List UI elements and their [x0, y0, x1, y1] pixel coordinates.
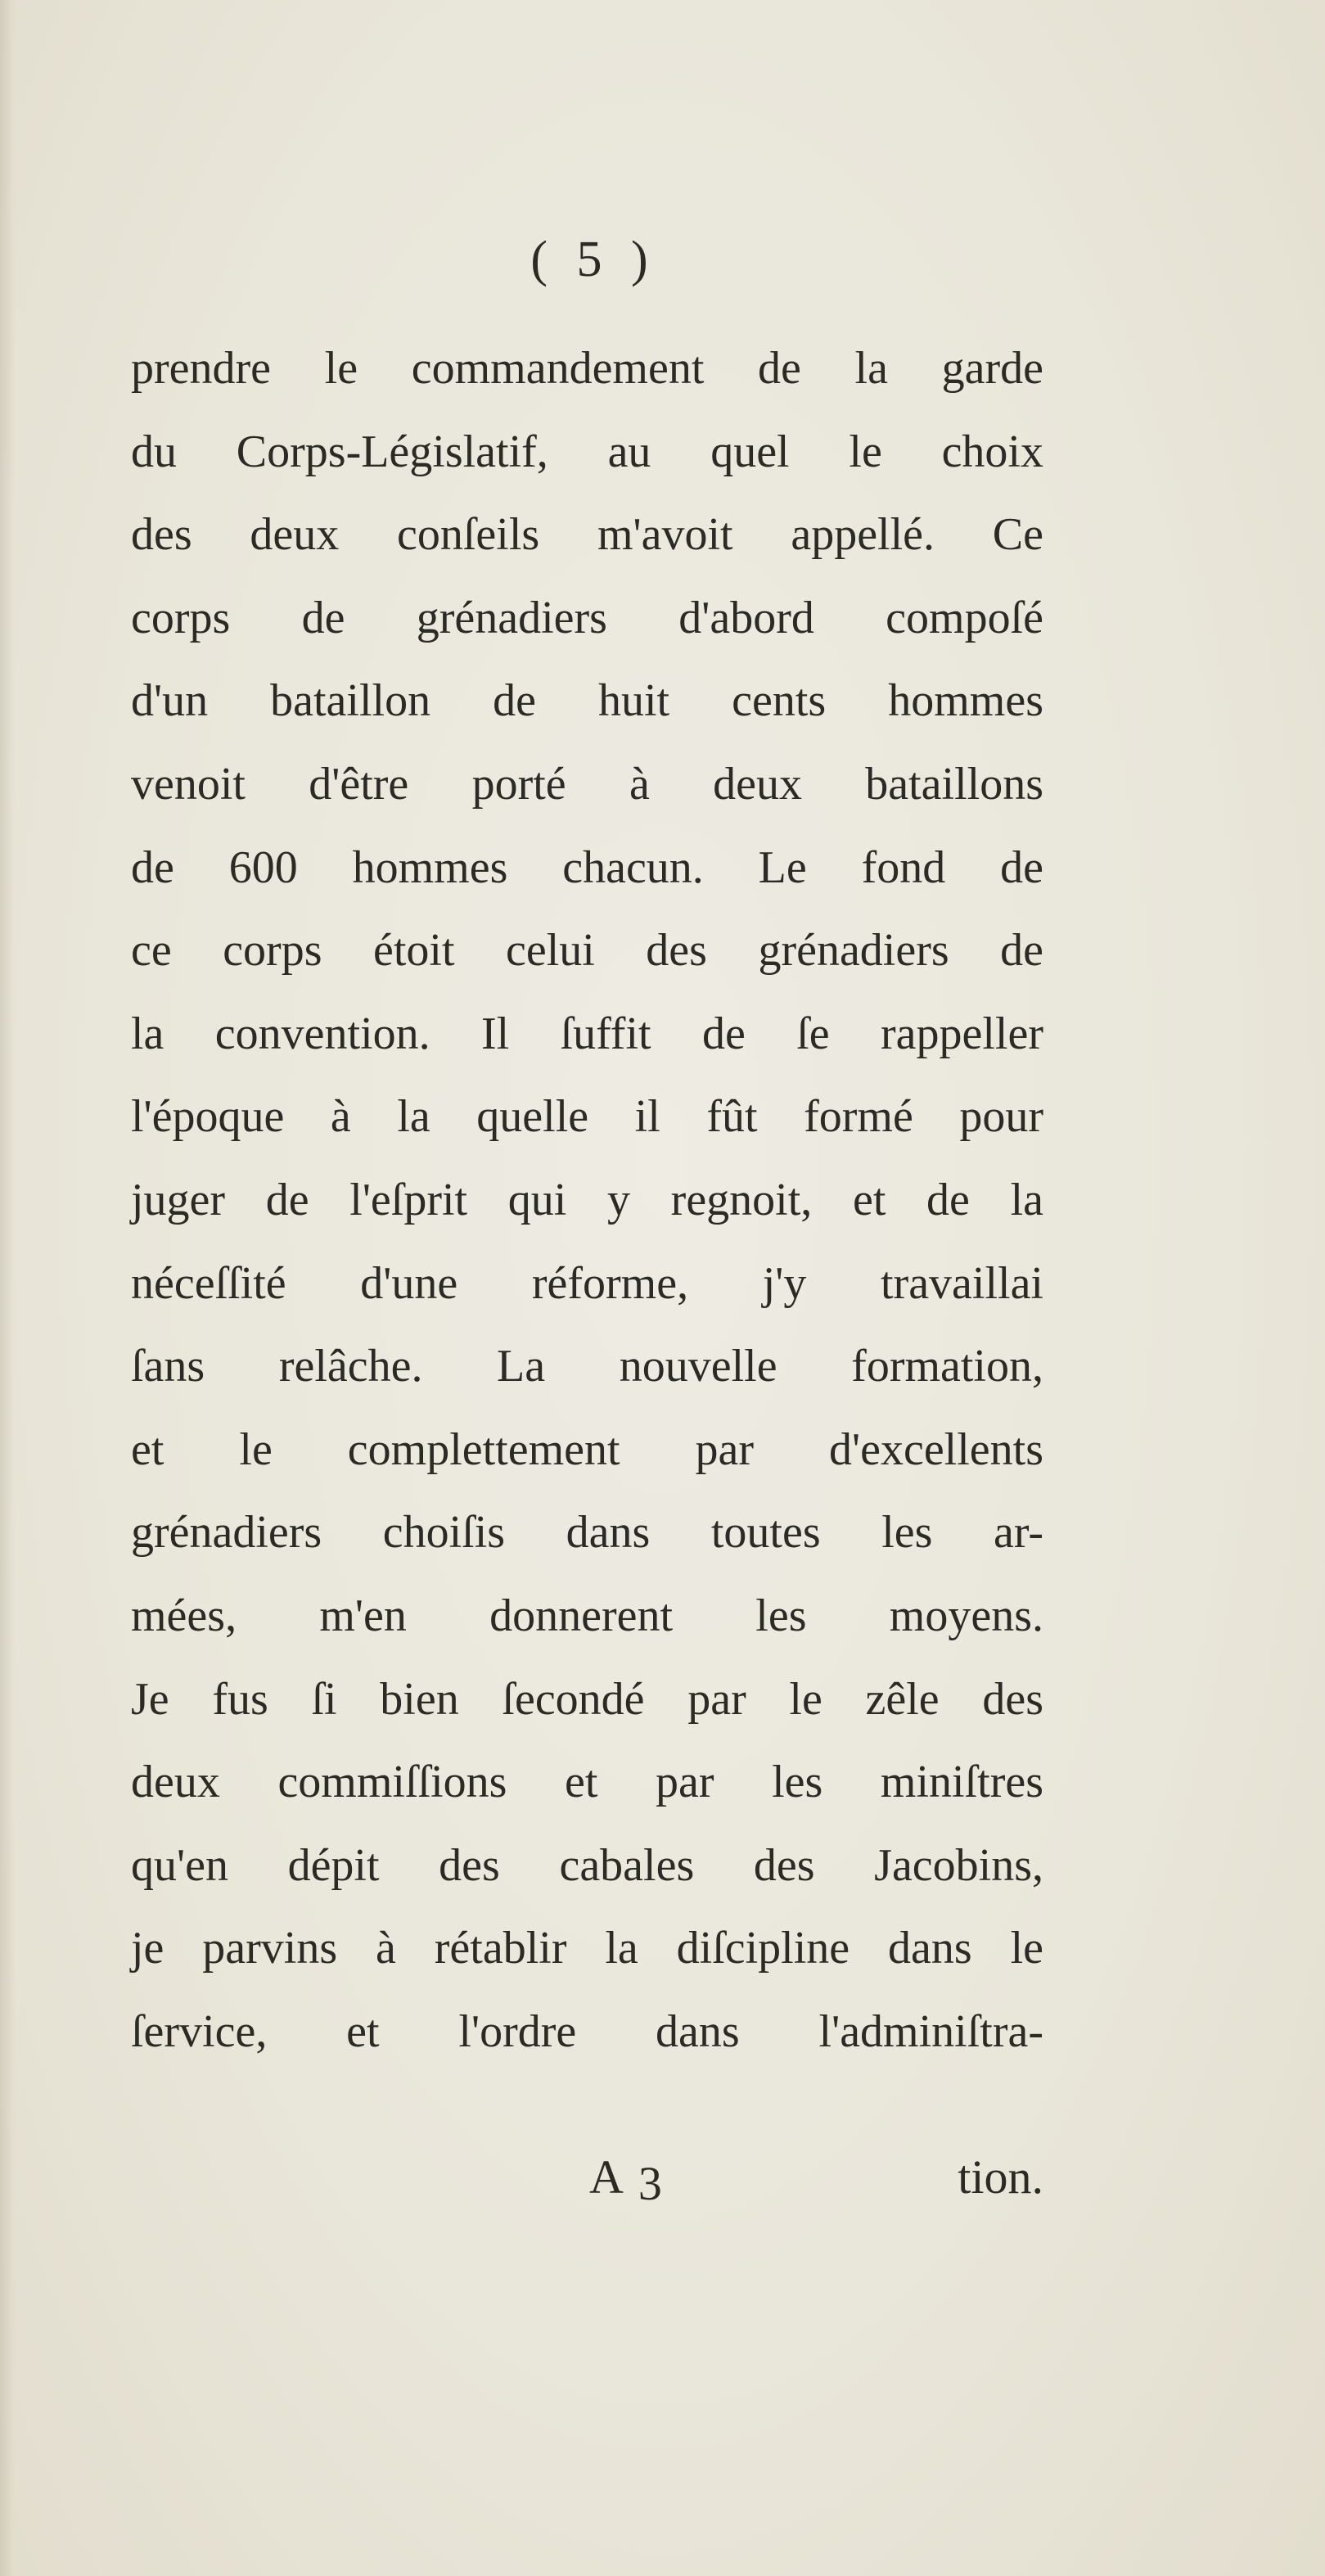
- page-edge-shadow: [0, 0, 15, 2576]
- text-line: qu'en dépit des cabales des Jacobins,: [131, 1839, 1043, 1891]
- signature-number: 3: [638, 2157, 662, 2210]
- text-line: Je fus ſi bien ſecondé par le zêle des: [131, 1673, 1043, 1725]
- text-line: grénadiers choiſis dans toutes les ar-: [131, 1507, 1043, 1559]
- text-line: d'un bataillon de huit cents hommes: [131, 675, 1043, 727]
- body-text: [131, 327, 1043, 2073]
- signature-mark: [589, 2136, 662, 2218]
- page-number: ( 5 ): [530, 232, 656, 287]
- text-line: de 600 hommes chacun. Le fond de: [131, 841, 1043, 893]
- text-line: néceſſité d'une réforme, j'y travaillai: [131, 1257, 1043, 1309]
- text-line: venoit d'être porté à deux bataillons: [131, 758, 1043, 810]
- text-line: des deux conſeils m'avoit appellé. Ce: [131, 509, 1043, 561]
- text-line: corps de grénadiers d'abord compoſé: [131, 592, 1043, 643]
- text-line: ſans relâche. La nouvelle formation,: [131, 1341, 1043, 1392]
- text-line: ſervice, et l'ordre dans l'adminiſtra-: [131, 2005, 1043, 2057]
- text-line: juger de l'eſprit qui y regnoit, et de la: [131, 1174, 1043, 1225]
- catchword: tion.: [958, 2150, 1043, 2204]
- text-line: l'époque à la quelle il fût formé pour: [131, 1091, 1043, 1143]
- signature-letter: A: [589, 2150, 624, 2204]
- text-line: mées, m'en donnerent les moyens.: [131, 1590, 1043, 1641]
- text-line: la convention. Il ſuffit de ſe rappeller: [131, 1008, 1043, 1059]
- text-line: je parvins à rétablir la diſcipline dans le: [131, 1923, 1043, 1974]
- page-footer: [131, 2136, 1043, 2218]
- text-line: du Corps-Législatif, au quel le choix: [131, 426, 1043, 477]
- text-line: prendre le commandement de la garde: [131, 343, 1043, 394]
- text-line: et le complettement par d'excellents: [131, 1423, 1043, 1475]
- text-line: ce corps étoit celui des grénadiers de: [131, 925, 1043, 977]
- text-line: deux commiſſions et par les miniſtres: [131, 1757, 1043, 1808]
